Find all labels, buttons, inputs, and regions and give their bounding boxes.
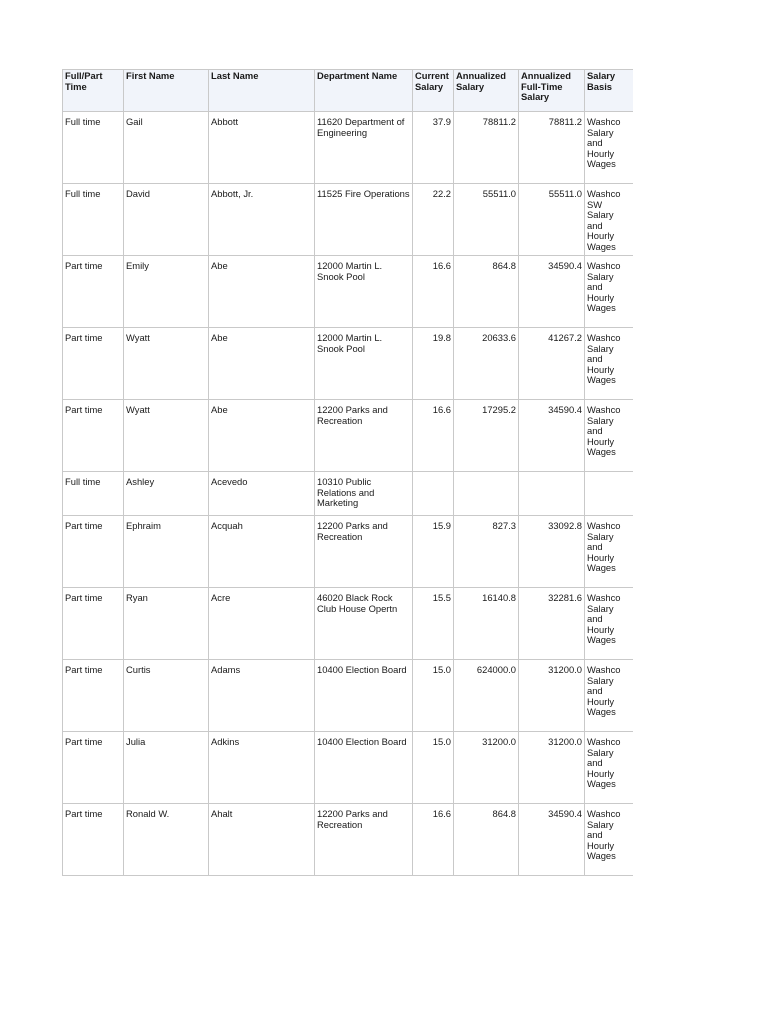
cell-first-name: David — [124, 184, 209, 256]
cell-salary-basis: Washco Salary and Hourly Wages — [585, 732, 633, 804]
header-row — [63, 70, 633, 112]
cell-last-name: Abe — [209, 400, 315, 472]
cell-annualized-salary: 31200.0 — [454, 732, 519, 804]
cell-annualized-salary — [454, 472, 519, 516]
cell-department-name: 11525 Fire Operations — [315, 184, 413, 256]
cell-department-name: 12000 Martin L. Snook Pool — [315, 328, 413, 400]
cell-salary-basis: Washco Salary and Hourly Wages — [585, 588, 633, 660]
cell-first-name: Ashley — [124, 472, 209, 516]
cell-annualized-salary: 827.3 — [454, 516, 519, 588]
cell-department-name: 10400 Election Board — [315, 732, 413, 804]
cell-annualized-salary: 17295.2 — [454, 400, 519, 472]
table-row — [63, 732, 633, 804]
cell-current-salary — [413, 472, 454, 516]
cell-last-name: Abbott, Jr. — [209, 184, 315, 256]
cell-department-name: 10310 Public Relations and Marketing — [315, 472, 413, 516]
cell-current-salary: 37.9 — [413, 112, 454, 184]
cell-salary-basis — [585, 472, 633, 516]
header-first-name: First Name — [124, 70, 209, 112]
header-annualized-salary: Annualized Salary — [454, 70, 519, 112]
cell-first-name: Gail — [124, 112, 209, 184]
cell-annualized-full-time-salary: 31200.0 — [519, 732, 585, 804]
cell-salary-basis: Washco SW Salary and Hourly Wages — [585, 184, 633, 256]
cell-full-part-time: Part time — [63, 732, 124, 804]
cell-first-name: Emily — [124, 256, 209, 328]
cell-last-name: Abe — [209, 328, 315, 400]
cell-annualized-salary: 864.8 — [454, 256, 519, 328]
table-row — [63, 112, 633, 184]
cell-last-name: Abbott — [209, 112, 315, 184]
table-row — [63, 472, 633, 516]
cell-first-name: Julia — [124, 732, 209, 804]
cell-department-name: 12200 Parks and Recreation — [315, 804, 413, 876]
table-row — [63, 184, 633, 256]
cell-last-name: Adams — [209, 660, 315, 732]
header-last-name: Last Name — [209, 70, 315, 112]
cell-full-part-time: Part time — [63, 328, 124, 400]
cell-salary-basis: Washco Salary and Hourly Wages — [585, 256, 633, 328]
cell-annualized-full-time-salary: 41267.2 — [519, 328, 585, 400]
table-row — [63, 400, 633, 472]
cell-annualized-salary: 55511.0 — [454, 184, 519, 256]
cell-department-name: 11620 Department of Engineering — [315, 112, 413, 184]
cell-annualized-salary: 16140.8 — [454, 588, 519, 660]
cell-department-name: 12200 Parks and Recreation — [315, 516, 413, 588]
cell-annualized-full-time-salary: 34590.4 — [519, 400, 585, 472]
cell-last-name: Abe — [209, 256, 315, 328]
cell-annualized-full-time-salary: 32281.6 — [519, 588, 585, 660]
table-row — [63, 256, 633, 328]
cell-current-salary: 15.5 — [413, 588, 454, 660]
cell-current-salary: 19.8 — [413, 328, 454, 400]
cell-annualized-full-time-salary: 55511.0 — [519, 184, 585, 256]
cell-current-salary: 16.6 — [413, 256, 454, 328]
cell-annualized-salary: 20633.6 — [454, 328, 519, 400]
cell-full-part-time: Part time — [63, 256, 124, 328]
cell-first-name: Ryan — [124, 588, 209, 660]
cell-annualized-full-time-salary — [519, 472, 585, 516]
cell-department-name: 12200 Parks and Recreation — [315, 400, 413, 472]
cell-last-name: Adkins — [209, 732, 315, 804]
cell-annualized-salary: 624000.0 — [454, 660, 519, 732]
table-row — [63, 516, 633, 588]
cell-last-name: Acevedo — [209, 472, 315, 516]
header-current-salary: Current Salary — [413, 70, 454, 112]
cell-full-part-time: Part time — [63, 804, 124, 876]
table-row — [63, 588, 633, 660]
cell-salary-basis: Washco Salary and Hourly Wages — [585, 400, 633, 472]
cell-salary-basis: Washco Salary and Hourly Wages — [585, 328, 633, 400]
cell-first-name: Ronald W. — [124, 804, 209, 876]
cell-first-name: Ephraim — [124, 516, 209, 588]
cell-department-name: 12000 Martin L. Snook Pool — [315, 256, 413, 328]
cell-department-name: 46020 Black Rock Club House Opertn — [315, 588, 413, 660]
cell-current-salary: 22.2 — [413, 184, 454, 256]
cell-current-salary: 15.0 — [413, 660, 454, 732]
cell-annualized-full-time-salary: 33092.8 — [519, 516, 585, 588]
spreadsheet — [62, 69, 633, 876]
cell-annualized-salary: 78811.2 — [454, 112, 519, 184]
cell-annualized-full-time-salary: 34590.4 — [519, 804, 585, 876]
cell-full-part-time: Part time — [63, 660, 124, 732]
cell-full-part-time: Part time — [63, 400, 124, 472]
cell-current-salary: 15.0 — [413, 732, 454, 804]
cell-department-name: 10400 Election Board — [315, 660, 413, 732]
cell-current-salary: 15.9 — [413, 516, 454, 588]
cell-salary-basis: Washco Salary and Hourly Wages — [585, 516, 633, 588]
cell-full-part-time: Full time — [63, 472, 124, 516]
cell-last-name: Ahalt — [209, 804, 315, 876]
salary-table — [62, 69, 633, 876]
cell-full-part-time: Part time — [63, 516, 124, 588]
header-annualized-full-time-salary: Annualized Full-Time Salary — [519, 70, 585, 112]
cell-salary-basis: Washco Salary and Hourly Wages — [585, 660, 633, 732]
cell-annualized-full-time-salary: 34590.4 — [519, 256, 585, 328]
cell-salary-basis: Washco Salary and Hourly Wages — [585, 804, 633, 876]
cell-current-salary: 16.6 — [413, 804, 454, 876]
header-salary-basis: Salary Basis — [585, 70, 633, 112]
table-row — [63, 804, 633, 876]
cell-last-name: Acre — [209, 588, 315, 660]
header-full-part-time: Full/Part Time — [63, 70, 124, 112]
cell-full-part-time: Full time — [63, 112, 124, 184]
cell-full-part-time: Full time — [63, 184, 124, 256]
table-row — [63, 328, 633, 400]
header-department-name: Department Name — [315, 70, 413, 112]
cell-last-name: Acquah — [209, 516, 315, 588]
table-row — [63, 660, 633, 732]
cell-annualized-salary: 864.8 — [454, 804, 519, 876]
cell-first-name: Curtis — [124, 660, 209, 732]
cell-first-name: Wyatt — [124, 328, 209, 400]
cell-current-salary: 16.6 — [413, 400, 454, 472]
cell-first-name: Wyatt — [124, 400, 209, 472]
cell-annualized-full-time-salary: 78811.2 — [519, 112, 585, 184]
cell-full-part-time: Part time — [63, 588, 124, 660]
cell-annualized-full-time-salary: 31200.0 — [519, 660, 585, 732]
cell-salary-basis: Washco Salary and Hourly Wages — [585, 112, 633, 184]
